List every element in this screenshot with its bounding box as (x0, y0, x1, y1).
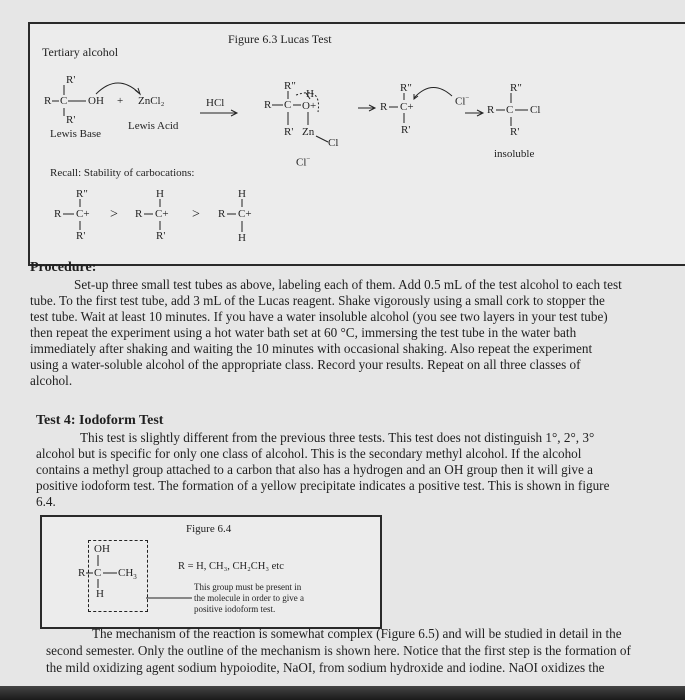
test4-heading: Test 4: Iodoform Test (36, 413, 164, 428)
greater-than-1: > (110, 207, 118, 222)
iodoform-note-3: positive iodoform test. (194, 604, 276, 614)
procedure-line-7: alcohol. (30, 373, 73, 388)
reactant-r: R (44, 95, 52, 107)
stab3-left: R (218, 208, 226, 220)
cation-r2: R" (400, 82, 412, 94)
r-definition: R = H, CH₃, CH₂CH₃ etc (178, 561, 284, 572)
procedure-line-6: using a water-soluble alcohol of the appropriate class. Record your results. Repeat on all three classes of (30, 357, 581, 372)
closing-line-2: second semester. Only the outline of the mechanism is shown here. Notice that the first step is the formation of (46, 643, 631, 658)
product-r: R (487, 104, 495, 116)
tertiary-alcohol-label: Tertiary alcohol (42, 45, 119, 59)
methyl-carbinol-ch3: $CH_3$ (118, 567, 137, 582)
stab1-carbon: C+ (76, 208, 90, 220)
greater-than-2: > (192, 207, 200, 222)
procedure-line-5: immediately after shaking and waiting the 10 minutes with occasional shaking. Also repeat the experiment (30, 341, 593, 356)
methyl-carbinol-oh: OH (94, 543, 110, 555)
chloride-ion: Cl− (296, 155, 311, 169)
procedure-line-3: test tube. Wait at least 10 minutes. If you have a water insoluble alcohol (you see two layers in your test tube) (30, 309, 608, 324)
stab1-top: R" (76, 188, 88, 200)
stab1-bottom: R' (76, 230, 86, 242)
complex-r2: R" (284, 80, 296, 92)
complex-o-plus: O+ (302, 100, 317, 112)
product-cl: Cl (530, 104, 541, 116)
cation-r: R (380, 101, 388, 113)
stab3-top: H (238, 188, 246, 200)
stab1-left: R (54, 208, 62, 220)
stab2-carbon: C+ (155, 208, 169, 220)
figure-6-3-title: Figure 6.3 Lucas Test (228, 32, 332, 46)
insoluble-label: insoluble (494, 148, 535, 160)
closing-line-1: The mechanism of the reaction is somewhat complex (Figure 6.5) and will be studied in detail in the (92, 626, 622, 641)
lewis-acid-label: Lewis Acid (128, 120, 179, 132)
figure-6-4-title: Figure 6.4 (186, 523, 232, 535)
test4-line-5: 6.4. (36, 494, 56, 509)
test4-line-2: alcohol but is specific for only one class of alcohol. This is the secondary methyl alcohol. If the alcohol (36, 446, 582, 461)
procedure-line-4: then repeat the experiment using a hot water bath set at 60 °C, immersing the test tube in the water bath (30, 325, 577, 340)
lewis-base-label: Lewis Base (50, 128, 102, 140)
reactant-oh: OH (88, 95, 104, 107)
methyl-carbinol-h: H (96, 588, 104, 600)
complex-r: R (264, 99, 272, 111)
cation-carbon: C+ (400, 101, 414, 113)
complex-zn: Zn (302, 126, 315, 138)
product-carbon: C (506, 104, 514, 116)
bottom-shadow-edge (0, 686, 685, 700)
hcl-label: HCl (206, 97, 225, 109)
cation-r-prime: R' (401, 124, 411, 136)
stab2-bottom: R' (156, 230, 166, 242)
stab3-bottom: H (238, 232, 246, 244)
iodoform-note-1: This group must be present in (194, 582, 302, 592)
zncl2-formula: ZnCl₂ (138, 95, 165, 107)
methyl-carbinol-carbon: C (94, 567, 102, 579)
plus-sign: + (117, 95, 124, 107)
stab3-carbon: C+ (238, 208, 252, 220)
procedure-heading: Procedure: (30, 260, 97, 275)
recall-label: Recall: Stability of carbocations: (50, 167, 195, 179)
iodoform-note-2: the molecule in order to give a (194, 593, 304, 603)
r-prime-top: R' (66, 74, 76, 86)
product-r2: R" (510, 82, 522, 94)
reactant-carbon: C (60, 95, 68, 107)
complex-cl: Cl (328, 137, 339, 149)
product-r-prime: R' (510, 126, 520, 138)
test4-line-4: positive iodoform test. The formation of a yellow precipitate indicates a positive test. This is shown in figure (36, 478, 610, 493)
procedure-line-1: Set-up three small test tubes as above, labeling each of them. Add 0.5 mL of the test alcohol to each test (74, 277, 622, 292)
test4-line-1: This test is slightly different from the previous three tests. This test does not distinguish 1°, 2°, 3° (80, 430, 595, 445)
complex-carbon: C (284, 99, 292, 111)
stab2-top: H (156, 188, 164, 200)
complex-r-prime: R' (284, 126, 294, 138)
procedure-line-2: tube. To the first test tube, add 3 mL of the Lucas reagent. Shake vigorously using a small cork to stopper the (30, 293, 605, 308)
closing-line-3: the mild oxidizing agent sodium hypoiodite, NaOI, from sodium hydroxide and iodine. NaOI oxidizes the (46, 660, 605, 675)
complex-h: H (306, 88, 314, 100)
r-prime-bottom: R' (66, 114, 76, 126)
test4-line-3: contains a methyl group attached to a carbon that also has a hydrogen and an OH group then it will give a (36, 462, 594, 477)
attacking-chloride: Cl− (455, 94, 470, 108)
methyl-carbinol-r: R (78, 567, 86, 579)
stab2-left: R (135, 208, 143, 220)
